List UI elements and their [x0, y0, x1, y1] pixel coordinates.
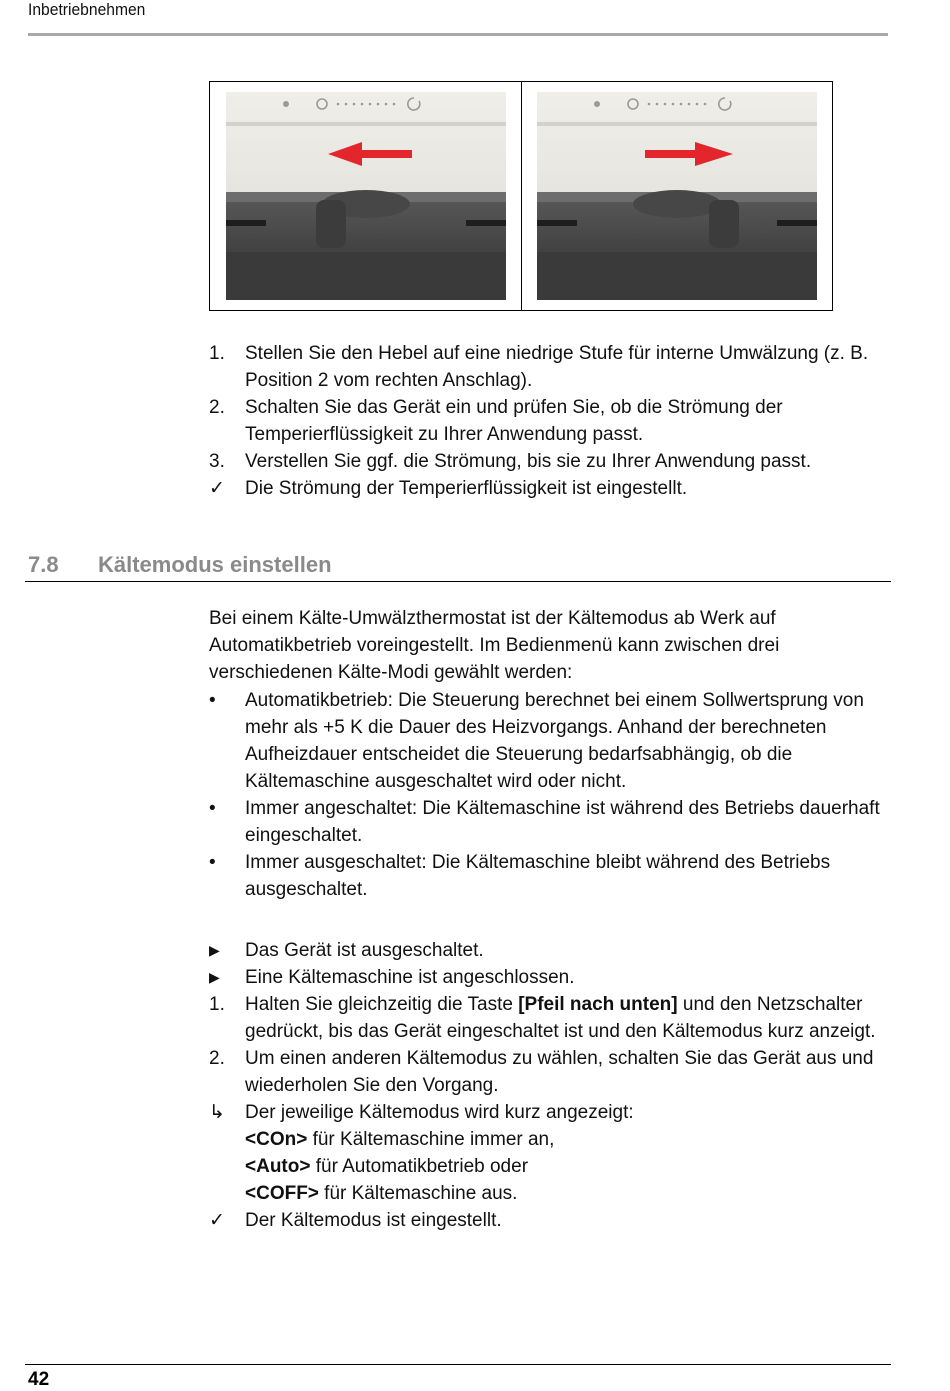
step-text-after: und den Netzschalter gedrückt, bis das Gerät eingeschaltet ist und den Kältemodus kurz anzeigt. [245, 994, 876, 1042]
step-text: Um einen anderen Kältemodus zu wählen, schalten Sie das Gerät aus und wiederholen Sie den Vorgang. [245, 1048, 874, 1096]
lever-knob [316, 200, 346, 248]
list-item [209, 1099, 889, 1207]
step-marker: 2. [209, 1048, 225, 1069]
list-item [209, 448, 889, 475]
list-item [209, 964, 889, 991]
mode-code-coff: <COFF> [245, 1183, 319, 1204]
list-item [209, 1045, 889, 1099]
bullet-icon: • [209, 852, 216, 873]
list-item [209, 795, 889, 849]
section-intro: Bei einem Kälte-Umwälzthermostat ist der Kältemodus ab Werk auf Automatikbetrieb voreingestellt. Im Bedienmenü kann zwischen drei verschiedenen Kälte-Modi gewählt werden: [209, 608, 780, 683]
mode-desc-con: für Kältemaschine immer an, [307, 1129, 555, 1150]
step-marker: 1. [209, 343, 225, 364]
prerequisite-triangle-icon: ▶ [209, 969, 220, 985]
header-rule [28, 33, 888, 36]
lever-figure [209, 81, 833, 311]
section-number: 7.8 [28, 552, 59, 577]
key-name: [Pfeil nach unten] [518, 994, 678, 1015]
list-item [209, 991, 889, 1045]
prerequisite-text: Das Gerät ist ausgeschaltet. [245, 940, 484, 961]
list-item [209, 937, 889, 964]
mode-code-con: <COn> [245, 1129, 308, 1150]
section-heading [28, 552, 332, 578]
cooling-mode-list [209, 687, 889, 903]
footer-rule [25, 1364, 891, 1365]
list-item [209, 687, 889, 795]
prerequisite-text: Eine Kältemaschine ist angeschlossen. [245, 967, 575, 988]
running-header: Inbetriebnehmen [28, 0, 146, 19]
bullet-text: Immer angeschaltet: Die Kältemaschine ist während des Betriebs dauerhaft eingeschaltet. [245, 798, 880, 846]
list-item [209, 849, 889, 903]
result-text: Der jeweilige Kältemodus wird kurz angezeigt: [245, 1102, 634, 1123]
lever-right-illustration [537, 92, 817, 300]
section-title: Kältemodus einstellen [98, 552, 332, 577]
intermediate-result-arrow-icon: ↳ [209, 1102, 225, 1123]
photo-lever-right [537, 92, 817, 300]
list-item [209, 1207, 889, 1234]
photo-lever-left [226, 92, 506, 300]
flow-adjust-steps [209, 340, 889, 502]
bullet-icon: • [209, 798, 216, 819]
step-text-before: Halten Sie gleichzeitig die Taste [245, 994, 519, 1015]
checkmark-icon: ✓ [209, 478, 225, 499]
list-item [209, 340, 889, 394]
section-rule [25, 581, 891, 582]
list-item [209, 475, 889, 502]
step-text: Verstellen Sie ggf. die Strömung, bis sie zu Ihrer Anwendung passt. [245, 451, 812, 472]
step-marker: 3. [209, 451, 225, 472]
bullet-text: Automatikbetrieb: Die Steuerung berechnet bei einem Sollwertsprung von mehr als +5 K die Dauer des Heizvorgangs. Anhand der berechneten Aufheizdauer entscheidet die Steuerung bedarfsabhängig, ob die Kältemaschine ausgeschaltet wird oder nicht. [245, 690, 864, 792]
step-text: Stellen Sie den Hebel auf eine niedrige Stufe für interne Umwälzung (z. B. Position 2 vom rechten Anschlag). [245, 343, 869, 391]
result-text: Die Strömung der Temperierflüssigkeit ist eingestellt. [245, 478, 688, 499]
mode-desc-coff: für Kältemaschine aus. [318, 1183, 518, 1204]
bullet-text: Immer ausgeschaltet: Die Kältemaschine bleibt während des Betriebs ausgeschaltet. [245, 852, 831, 900]
mode-desc-auto: für Automatikbetrieb oder [310, 1156, 529, 1177]
lever-knob [709, 200, 739, 248]
checkmark-icon: ✓ [209, 1210, 225, 1231]
page-number: 42 [28, 1369, 50, 1390]
cooling-mode-steps [209, 937, 889, 1234]
bullet-icon: • [209, 690, 216, 711]
step-marker: 1. [209, 994, 225, 1015]
step-text: Schalten Sie das Gerät ein und prüfen Sie, ob die Strömung der Temperierflüssigkeit zu Ihrer Anwendung passt. [245, 397, 783, 445]
figure-divider [521, 82, 522, 310]
step-marker: 2. [209, 397, 225, 418]
list-item [209, 394, 889, 448]
result-text: Der Kältemodus ist eingestellt. [245, 1210, 502, 1231]
lever-left-illustration [226, 92, 506, 300]
mode-code-auto: <Auto> [245, 1156, 311, 1177]
prerequisite-triangle-icon: ▶ [209, 942, 220, 958]
